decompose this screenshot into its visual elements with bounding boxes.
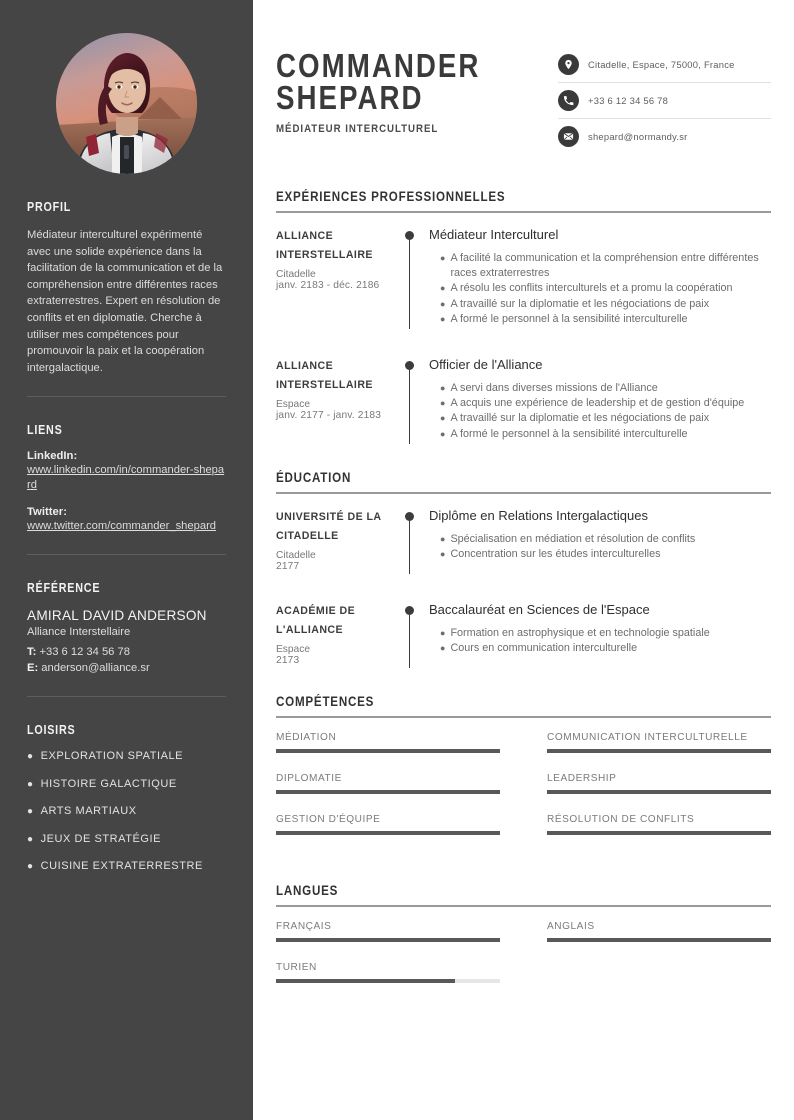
organization-location: Citadelle: [276, 549, 316, 561]
education-list: [276, 508, 771, 666]
skill-bar-track: [547, 831, 771, 835]
organization-location: Espace: [276, 643, 310, 655]
entry-spacer: [276, 327, 771, 357]
bullet-dot-icon: ●: [440, 627, 446, 638]
entry-meta: [276, 357, 402, 442]
skill-bar-item: [547, 814, 771, 835]
reference-email-row: [27, 661, 226, 677]
bullet-text: A servi dans diverses missions de l'Alliance: [450, 382, 658, 395]
reference-phone: +33 6 12 34 56 78: [39, 646, 130, 659]
bullet-dot-icon: ●: [440, 413, 446, 424]
sidebar-divider-2: [27, 554, 226, 555]
skill-bar-fill: [547, 938, 771, 942]
bullet-dot-icon: ●: [440, 428, 446, 439]
languages-grid: [276, 921, 771, 1003]
bullet-dot-icon: ●: [440, 383, 446, 394]
entry-dates: 2177: [276, 560, 300, 572]
entry-bullet: [429, 381, 771, 396]
skill-bar-fill: [276, 790, 500, 794]
skill-bar-item: [547, 773, 771, 794]
bullet-text: A résolu les conflits interculturels et a promu la coopération: [450, 282, 733, 295]
bullet-dot-icon: ●: [440, 398, 446, 409]
profile-text: Médiateur interculturel expérimenté avec une solide expérience dans la facilitation de la communication et de la compréhension entre différentes races extraterrestres. Expert en résolution de conflits et en diplomatie. Cherche à utiliser mes compétences pour promouvoir la paix et la coopération intergalactique.: [27, 229, 223, 374]
bullet-text: Cours en communication interculturelle: [450, 642, 638, 655]
bullet-dot-icon: ●: [440, 253, 446, 263]
hobbies-heading: LOISIRS: [27, 723, 76, 738]
bullet-dot-icon: ●: [27, 751, 34, 763]
entry-bullet: [429, 547, 771, 562]
skill-bar-fill: [547, 749, 771, 753]
organization-name: UNIVERSITÉ DE LA CITADELLE: [276, 510, 382, 542]
bullet-dot-icon: ●: [27, 806, 34, 818]
hobby-label: JEUX DE STRATÉGIE: [40, 832, 161, 845]
reference-email: anderson@alliance.sr: [41, 661, 150, 674]
skills-heading: COMPÉTENCES: [276, 693, 375, 709]
entry-title: Baccalauréat en Sciences de l'Espace: [429, 601, 650, 617]
skill-bar-item: [276, 732, 500, 753]
entry-body: [426, 227, 771, 327]
links-section: [27, 423, 226, 534]
entry-spacer: [276, 572, 771, 602]
entry-title: Médiateur Interculturel: [429, 227, 559, 242]
timeline-line: [409, 520, 410, 574]
skill-bar-item: [547, 732, 771, 753]
reference-phone-label: T:: [27, 646, 37, 659]
skill-bar-fill: [547, 790, 771, 794]
profile-section: [27, 200, 226, 376]
hobby-label: ARTS MARTIAUX: [40, 805, 137, 818]
entry-dates: janv. 2177 - janv. 2183: [276, 410, 382, 422]
bullet-text: A travaillé sur la diplomatie et les négociations de paix: [450, 297, 710, 310]
skill-bar-item: [276, 921, 500, 942]
skill-bar-item: [276, 814, 500, 835]
skills-rule: [276, 716, 771, 718]
timeline-rail: [402, 357, 426, 442]
sidebar-divider-3: [27, 696, 226, 697]
skill-bar-item: [276, 962, 500, 983]
bullet-dot-icon: ●: [440, 313, 446, 324]
languages-heading: LANGUES: [276, 882, 339, 898]
link-url-linkedin[interactable]: www.linkedin.com/in/commander-shepard: [27, 464, 225, 492]
entry-bullet: [429, 281, 771, 296]
timeline-line: [409, 239, 410, 329]
skill-bar-track: [276, 831, 500, 835]
skill-bar-item: [276, 773, 500, 794]
timeline-rail: [402, 508, 426, 572]
link-item-linkedin: [27, 450, 226, 493]
skill-bar-track: [547, 790, 771, 794]
education-rule: [276, 492, 771, 494]
education-section: [276, 470, 771, 666]
skill-label: GESTION D'ÉQUIPE: [276, 813, 381, 825]
list-item: [27, 805, 226, 817]
links-heading: LIENS: [27, 423, 63, 438]
contact-email: shepard@normandy.sr: [588, 131, 688, 142]
entry-title: Diplôme en Relations Intergalactiques: [429, 507, 648, 523]
skill-label: DIPLOMATIE: [276, 772, 342, 784]
skill-bar-track: [547, 749, 771, 753]
bullet-dot-icon: ●: [440, 533, 446, 544]
entry-bullet: [429, 427, 771, 442]
hobby-label: CUISINE EXTRATERRESTRE: [40, 860, 203, 873]
skill-bar-item: [547, 921, 771, 942]
experience-heading: EXPÉRIENCES PROFESSIONNELLES: [276, 189, 506, 204]
skill-bar-track: [276, 790, 500, 794]
sidebar-divider-1: [27, 396, 226, 397]
bullet-dot-icon: ●: [440, 298, 446, 309]
link-url-twitter[interactable]: www.twitter.com/commander_shepard: [27, 520, 217, 533]
entry-bullet: [429, 251, 771, 281]
contact-row-address: [558, 54, 771, 83]
link-label-linkedin: LinkedIn:: [27, 450, 78, 463]
experience-section: [276, 189, 771, 442]
experience-rule: [276, 211, 771, 213]
skill-bar-fill: [276, 749, 500, 753]
experience-list: [276, 227, 771, 442]
organization-name: ALLIANCE INTERSTELLAIRE: [276, 230, 373, 261]
skill-label: FRANÇAIS: [276, 920, 332, 932]
timeline-entry: [276, 227, 771, 327]
bullet-text: Concentration sur les études interculturelles: [450, 548, 661, 561]
languages-rule: [276, 905, 771, 907]
education-heading: ÉDUCATION: [276, 469, 352, 485]
skill-bar-track: [276, 749, 500, 753]
skill-bar-track: [276, 938, 500, 942]
reference-section: [27, 581, 226, 676]
skills-section: [276, 694, 771, 855]
skill-label: RÉSOLUTION DE CONFLITS: [547, 813, 695, 825]
entry-title: Officier de l'Alliance: [429, 357, 543, 373]
first-name: COMMANDER: [276, 47, 481, 84]
avatar: [56, 33, 197, 174]
list-item: [27, 833, 226, 845]
reference-phone-row: [27, 645, 226, 661]
name-block: [276, 42, 519, 135]
bullet-dot-icon: ●: [440, 549, 446, 560]
hobby-label: HISTOIRE GALACTIQUE: [40, 777, 177, 790]
skill-bar-fill: [547, 831, 771, 835]
link-label-twitter: Twitter:: [27, 506, 67, 519]
contact-row-phone: [558, 90, 771, 119]
envelope-icon: [558, 126, 579, 147]
header: [276, 42, 771, 161]
last-name: SHEPARD: [276, 79, 424, 116]
main-content: [253, 0, 794, 1120]
timeline-rail: [402, 227, 426, 327]
page-title: MÉDIATEUR INTERCULTUREL: [276, 123, 439, 135]
contact-row-email: [558, 126, 771, 154]
entry-bullet: [429, 626, 771, 641]
reference-name: AMIRAL DAVID ANDERSON: [27, 608, 207, 624]
reference-org: Alliance Interstellaire: [27, 626, 131, 639]
phone-icon: [558, 90, 579, 111]
timeline-entry: [276, 602, 771, 666]
entry-meta: [276, 508, 402, 572]
bullet-dot-icon: ●: [27, 833, 34, 845]
entry-bullet: [429, 396, 771, 411]
profile-heading: PROFIL: [27, 200, 72, 214]
avatar-wrapper: [27, 33, 226, 174]
entry-body: [426, 602, 771, 666]
hobby-label: EXPLORATION SPATIALE: [40, 750, 184, 763]
sidebar: [0, 0, 253, 1120]
timeline-line: [409, 614, 410, 668]
skill-label: COMMUNICATION INTERCULTURELLE: [547, 731, 748, 743]
organization-name: ALLIANCE INTERSTELLAIRE: [276, 360, 373, 392]
bullet-text: Spécialisation en médiation et résolution de conflits: [450, 532, 696, 545]
entry-bullet: [429, 532, 771, 547]
contact-phone: +33 6 12 34 56 78: [588, 95, 669, 106]
entry-body: [426, 508, 771, 572]
skill-label: TURIEN: [276, 961, 317, 973]
skill-bar-track: [276, 979, 500, 983]
bullet-dot-icon: ●: [27, 778, 34, 790]
entry-meta: [276, 227, 402, 327]
bullet-text: A travaillé sur la diplomatie et les négociations de paix: [450, 412, 710, 425]
entry-bullet: [429, 641, 771, 656]
skill-label: ANGLAIS: [547, 920, 595, 932]
hobbies-list: [27, 750, 226, 872]
skills-grid: [276, 732, 771, 855]
organization-location: Citadelle: [276, 269, 316, 280]
entry-bullet: [429, 411, 771, 426]
entry-dates: janv. 2183 - déc. 2186: [276, 280, 380, 291]
skill-bar-track: [547, 938, 771, 942]
bullet-dot-icon: ●: [440, 643, 446, 654]
hobbies-section: [27, 723, 226, 872]
skill-bar-fill: [276, 831, 500, 835]
bullet-text: A acquis une expérience de leadership et de gestion d'équipe: [450, 397, 745, 410]
skill-label: MÉDIATION: [276, 731, 337, 743]
link-item-twitter: [27, 506, 226, 534]
skill-bar-fill: [276, 979, 455, 983]
reference-email-label: E:: [27, 661, 39, 674]
bullet-text: Formation en astrophysique et en technologie spatiale: [450, 626, 710, 639]
list-item: [27, 860, 226, 872]
contact-block: [558, 42, 771, 161]
skill-label: LEADERSHIP: [547, 772, 617, 784]
entry-bullet: [429, 297, 771, 312]
location-pin-icon: [558, 54, 579, 75]
bullet-dot-icon: ●: [440, 283, 446, 294]
list-item: [27, 778, 226, 790]
bullet-text: A facilité la communication et la compréhension entre différentes races extraterrestres: [450, 252, 759, 280]
skill-bar-fill: [276, 938, 500, 942]
timeline-entry: [276, 508, 771, 572]
timeline-line: [409, 369, 410, 444]
languages-section: [276, 883, 771, 1003]
bullet-dot-icon: ●: [27, 861, 34, 873]
entry-meta: [276, 602, 402, 666]
timeline-rail: [402, 602, 426, 666]
list-item: [27, 750, 226, 762]
contact-address: Citadelle, Espace, 75000, France: [588, 59, 735, 70]
entry-body: [426, 357, 771, 442]
organization-name: ACADÉMIE DE L'ALLIANCE: [276, 604, 356, 636]
organization-location: Espace: [276, 399, 310, 411]
entry-bullet: [429, 312, 771, 327]
timeline-entry: [276, 357, 771, 442]
bullet-text: A formé le personnel à la sensibilité interculturelle: [450, 312, 688, 325]
entry-dates: 2173: [276, 654, 300, 666]
reference-heading: RÉFÉRENCE: [27, 581, 101, 596]
bullet-text: A formé le personnel à la sensibilité interculturelle: [450, 427, 688, 440]
